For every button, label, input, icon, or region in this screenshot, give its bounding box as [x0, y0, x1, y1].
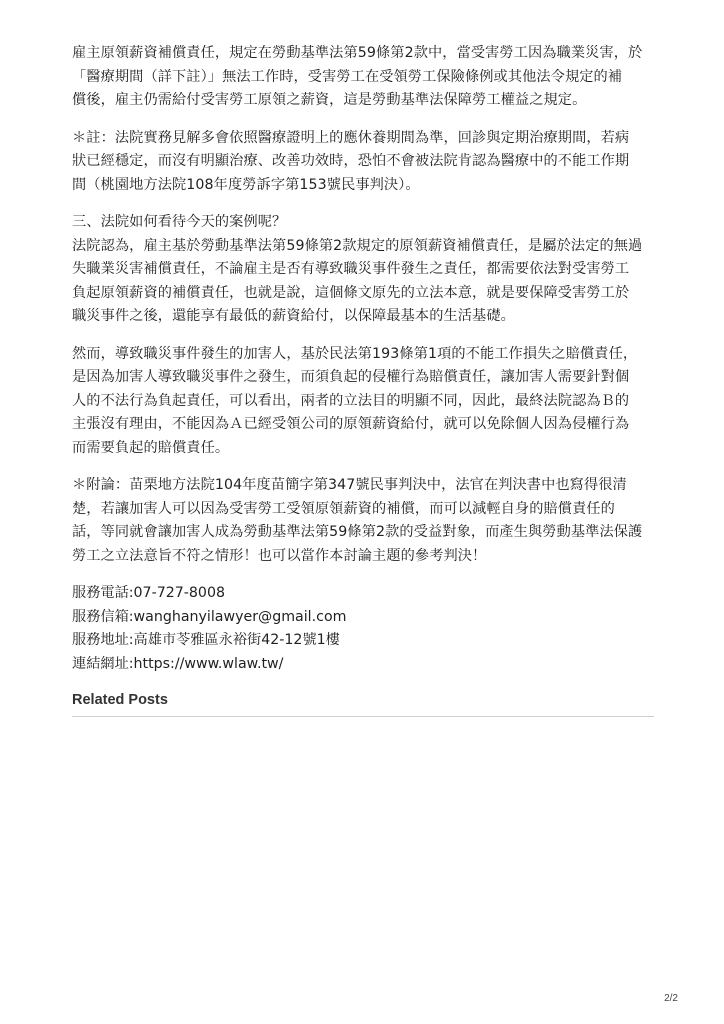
page-number: 2/2	[664, 993, 678, 1004]
contact-phone: 服務電話:07-727-8008	[72, 585, 226, 601]
text-line: 而需要負起的賠償責任。	[72, 439, 230, 456]
related-posts-heading: Related Posts	[72, 692, 654, 717]
text-line: 主張沒有理由，不能因為Ａ已經受領公司的原領薪資給付，就可以免除個人因為侵權行為	[72, 416, 630, 432]
text-line: 雇主原領薪資補償責任，規定在勞動基準法第59條第2款中，當受害勞工因為職業災害，於	[72, 45, 643, 61]
paragraph-employer-liability	[72, 42, 654, 113]
text-line: 楚，若讓加害人可以因為受害勞工受領原領薪資的補償，而可以減輕自身的賠償責任的	[72, 500, 615, 517]
paragraph-tort-liability	[72, 343, 654, 461]
text-line: 法院認為，雇主基於勞動基準法第59條第2款規定的原領薪資補償責任，是屬於法定的無過	[72, 237, 643, 254]
contact-email: 服務信箱:wanghanyilawyer@gmail.com	[72, 608, 347, 625]
text-line: 勞工之立法意旨不符之情形！也可以當作本討論主題的參考判決！	[72, 547, 487, 564]
text-line: 職災事件之後，還能享有最低的薪資給付，以保障最基本的生活基礎。	[72, 308, 515, 324]
contact-address: 服務地址:高雄市苓雅區永裕街42-12號1樓	[72, 632, 340, 648]
text-line: ＊附論：苗栗地方法院104年度苗簡字第347號民事判決中，法官在判決書中也寫得很清	[72, 477, 627, 493]
text-line: 償後，雇主仍需給付受害勞工原領之薪資，這是勞動基準法保障勞工權益之規定。	[72, 92, 587, 108]
text-line: 「醫療期間（詳下註）」無法工作時，受害勞工在受領勞工保險條例或其他法令規定的補	[72, 68, 623, 85]
text-line: 失職業災害補償責任，不論雇主是否有導致職災事件發生之責任，都需要依法對受害勞工	[72, 261, 630, 277]
paragraph-court-view	[72, 211, 654, 329]
article-body	[72, 42, 654, 717]
text-line: 是因為加害人導致職災事件之發生，而須負起的侵權行為賠償責任，讓加害人需要針對個	[72, 369, 630, 385]
contact-info	[72, 582, 654, 676]
paragraph-note	[72, 127, 654, 198]
contact-website: 連結網址:https://www.wlaw.tw/	[72, 655, 284, 672]
text-line: 人的不法行為負起責任，可以看出，兩者的立法目的明顯不同，因此，最終法院認為Ｂ的	[72, 392, 630, 409]
text-line: 間（桃園地方法院108年度勞訴字第153號民事判決）。	[72, 176, 420, 193]
text-line: 然而，導致職災事件發生的加害人，基於民法第193條第1項的不能工作損失之賠償責任，	[72, 345, 638, 362]
section-heading: 三、法院如何看待今天的案例呢？	[72, 214, 287, 230]
text-line: ＊註：法院實務見解多會依照醫療證明上的應休養期間為準，回診與定期治療期間，若病	[72, 129, 630, 146]
text-line: 狀已經穩定，而沒有明顯治療、改善功效時，恐怕不會被法院肯認為醫療中的不能工作期	[72, 153, 630, 169]
paragraph-addendum	[72, 474, 654, 568]
text-line: 話，等同就會讓加害人成為勞動基準法第59條第2款的受益對象，而產生與勞動基準法保護	[72, 524, 643, 540]
text-line: 負起原領薪資的補償責任，也就是說，這個條文原先的立法本意，就是要保障受害勞工於	[72, 284, 630, 301]
